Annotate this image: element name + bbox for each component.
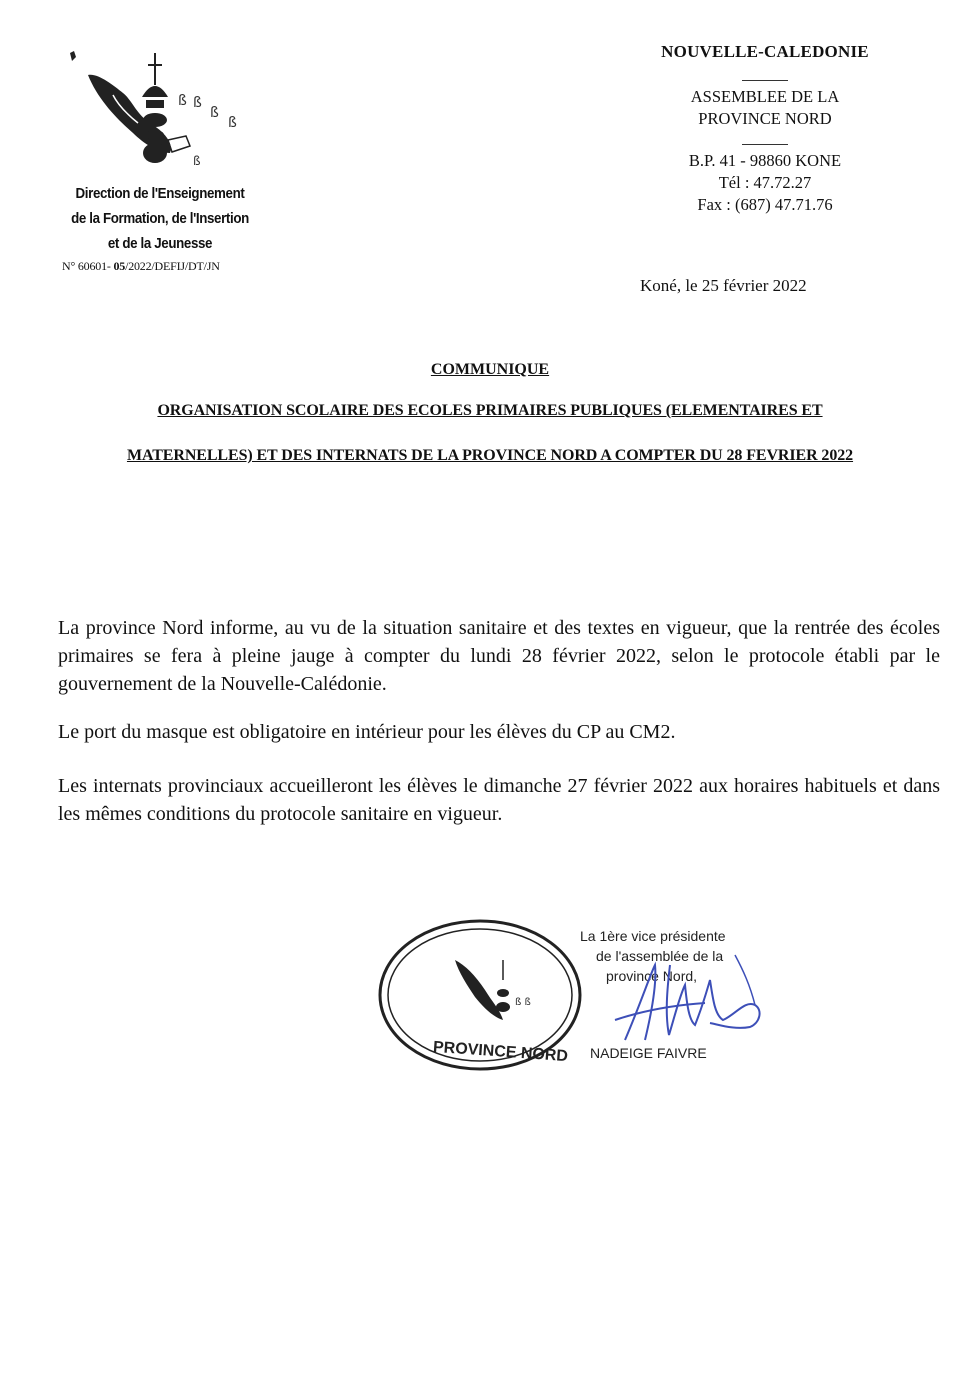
fax-number: Fax : (687) 47.71.76 <box>697 195 833 214</box>
postal-address: B.P. 41 - 98860 KONE <box>688 151 842 170</box>
body-paragraph: Les internats provinciaux accueilleront les élèves le dimanche 27 février 2022 aux horaires habituels et dans les mêmes conditions du protocole sanitaire en vigueur. <box>58 775 940 825</box>
reference-prefix: N° 60601- <box>62 259 114 273</box>
reference-number <box>62 259 220 274</box>
svg-text:ß ß: ß ß <box>515 997 531 1008</box>
handwritten-signature-icon <box>585 945 785 1055</box>
body-paragraph: Le port du masque est obligatoire en intérieur pour les élèves du CP au CM2. <box>58 721 676 743</box>
signatory-title-line: province Nord, <box>606 968 698 984</box>
assembly-line: PROVINCE NORD <box>698 109 832 128</box>
subject-line-2: MATERNELLES) ET DES INTERNATS DE LA PROVINCE NORD A COMPTER DU 28 FEVRIER 2022 <box>126 447 854 464</box>
reference-suffix: /2022/DEFIJ/DT/JN <box>125 259 220 273</box>
assembly-name <box>600 86 930 130</box>
department-name <box>50 182 271 257</box>
place-date: Koné, le 25 février 2022 <box>640 276 807 295</box>
department-line: et de la Jeunesse <box>107 236 213 252</box>
country-name: NOUVELLE-CALEDONIE <box>661 42 869 61</box>
department-line: de la Formation, de l'Insertion <box>71 211 249 227</box>
signatory-name: NADEIGE FAIVRE <box>590 1045 707 1061</box>
department-line: Direction de l'Enseignement <box>75 186 245 202</box>
svg-text:ß: ß <box>193 95 202 111</box>
separator-line <box>742 144 788 145</box>
province-logo-icon <box>58 45 258 180</box>
svg-text:ß: ß <box>228 115 237 131</box>
phone-number: Tél : 47.72.27 <box>718 173 812 192</box>
subject-line-1: ORGANISATION SCOLAIRE DES ECOLES PRIMAIRES PUBLIQUES (ELEMENTAIRES ET <box>157 402 823 419</box>
signatory-title-line: La 1ère vice présidente <box>580 928 726 944</box>
separator-line <box>742 80 788 81</box>
document-title: COMMUNIQUE <box>430 361 550 378</box>
body-paragraph: La province Nord informe, au vu de la situation sanitaire et des textes en vigueur, que la rentrée des écoles primaires se fera à pleine jauge à compter du lundi 28 février 2022, selon le protocole établi par le gouvernement de la Nouvelle-Calédonie. <box>58 617 940 695</box>
svg-text:ß: ß <box>210 105 219 121</box>
assembly-line: ASSEMBLEE DE LA <box>690 87 840 106</box>
stamp-text: PROVINCE NORD <box>432 1038 569 1066</box>
svg-text:ß: ß <box>178 93 187 109</box>
contact-info <box>600 150 930 216</box>
reference-number-bold: 05 <box>113 259 126 273</box>
svg-text:ß: ß <box>193 154 201 168</box>
province-stamp-icon <box>375 915 585 1075</box>
signatory-title-line: de l'assemblée de la <box>596 948 724 964</box>
